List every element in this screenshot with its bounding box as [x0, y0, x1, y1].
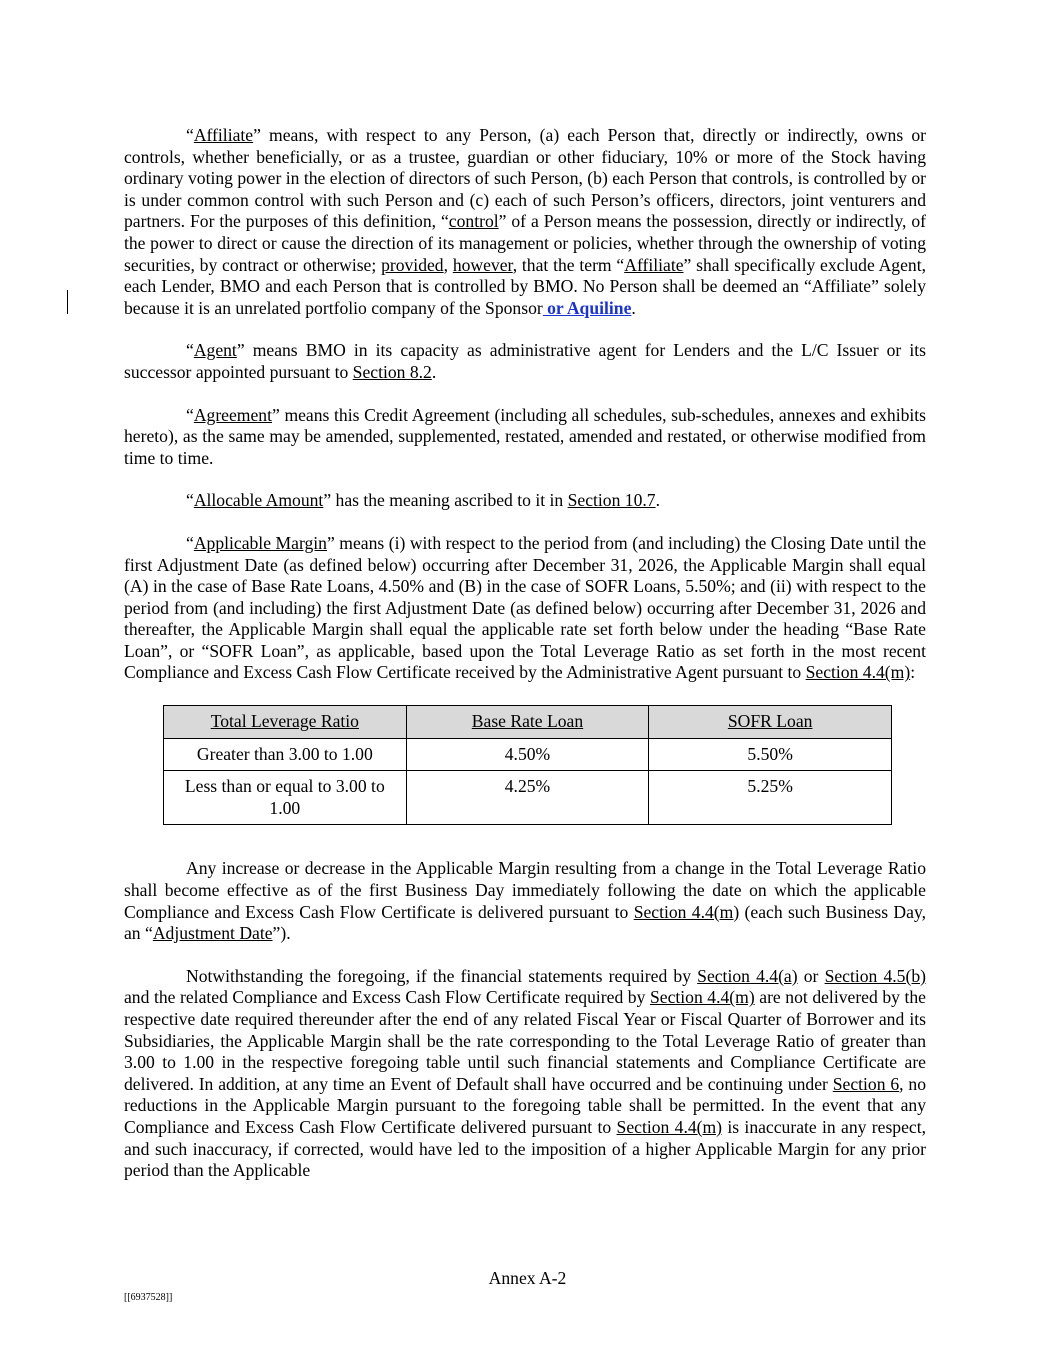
defined-term-applicable-margin: Applicable Margin [193, 532, 327, 553]
table-cell: 5.50% [649, 738, 892, 771]
defined-term-affiliate: Affiliate [193, 125, 254, 145]
definition-text: ” means BMO in its capacity as administrative agent for Lenders and the L/C Issuer or its successor appointed pursuant to [124, 340, 926, 382]
however-text: however [452, 254, 513, 275]
margin-table-wrapper [124, 705, 926, 825]
table-cell: 5.25% [649, 771, 892, 825]
section-reference: Section 4.4(m) [649, 987, 755, 1008]
quote-open: “ [186, 490, 194, 511]
revision-change-bar [67, 290, 68, 314]
section-reference: Section 4.5(b) [824, 965, 926, 986]
section-reference: Section 4.4(a) [697, 965, 798, 986]
provided-text: provided [381, 254, 444, 275]
body-text: Any increase or decrease in the Applicable Margin resulting from a change in the Total Leverage Ratio shall become effective as of the first Business Day immediately following the date on which the applicable Compliance and Excess Cash Flow Certificate is delivered pursuant to [124, 858, 926, 922]
defined-term-adjustment-date: Adjustment Date [152, 923, 273, 944]
quote-open: “ [186, 125, 194, 145]
paragraph-margin-adjustment [124, 858, 926, 944]
table-cell: Greater than 3.00 to 1.00 [164, 738, 407, 771]
table-header-cell [406, 706, 649, 739]
paragraph-notwithstanding [124, 966, 926, 1182]
table-row [164, 771, 892, 825]
section-reference: Section 4.4(m) [616, 1116, 723, 1137]
defined-term-agent: Agent [193, 340, 237, 361]
defined-term-affiliate-ref: Affiliate [624, 254, 684, 275]
punctuation: . [431, 361, 437, 382]
section-reference: Section 10.7 [567, 490, 656, 511]
document-id: [[6937528]] [124, 1292, 173, 1303]
definition-text: ” shall specifically exclude Agent, each Lender, BMO and each Person that is controlled by BMO. No Person shall be deemed an “Affiliate” solely because it is an unrelated portfolio company of the Sponsor [124, 254, 926, 318]
section-reference: Section 4.4(m) [633, 901, 740, 922]
body-text: are not delivered by the respective date required thereunder after the end of any related Fiscal Year or Fiscal Quarter of Borrower and its Subsidiaries, the Applicable Margin shall be the rate corresponding to the Total Leverage Ratio of greater than 3.00 to 1.00 in the respective foregoing table until such financial statements and Compliance Certificate are delivered. In addition, at any time an Event of Default shall have occurred and be continuing under [124, 987, 926, 1094]
punctuation: : [910, 662, 916, 683]
definition-text: , that the term “ [512, 254, 625, 275]
document-page [124, 125, 926, 1182]
section-reference: Section 6 [832, 1073, 900, 1094]
quote-open: “ [186, 340, 194, 361]
punctuation: . [631, 297, 636, 318]
section-reference: Section 4.4(m) [805, 662, 911, 683]
applicable-margin-table [163, 705, 892, 825]
section-reference: Section 8.2 [352, 361, 432, 382]
body-text: Notwithstanding the foregoing, if the financial statements required by [186, 965, 698, 986]
definition-agreement [124, 405, 926, 470]
body-text: or [797, 965, 825, 986]
inserted-text-aquiline: or Aquiline [542, 297, 632, 318]
table-cell: Less than or equal to 3.00 to 1.00 [164, 771, 407, 825]
definition-text: ” means, with respect to any Person, (a) each Person that, directly or indirectly, owns or controls, whether beneficially, or as a trustee, guardian or other fiduciary, 10% or more of the Stock having ordinary voting power in the election of directors of such Person, (b) each Person that controls, is controlled by or is under common control with such Person and (c) each of such Person’s officers, directors, joint venturers and partners. For the purposes of this definition, “ [124, 125, 926, 232]
quote-open: “ [186, 404, 194, 425]
table-header-cell [649, 706, 892, 739]
table-cell: 4.25% [406, 771, 649, 825]
definition-text: ” has the meaning ascribed to it in [323, 490, 568, 511]
header-base-rate-loan: Base Rate Loan [471, 711, 584, 732]
definition-allocable-amount [124, 490, 926, 512]
definition-text: ” means (i) with respect to the period from (and including) the Closing Date until the first Adjustment Date (as defined below) occurring after December 31, 2026, the Applicable Margin shall equal (A) in the case of Base Rate Loans, 4.50% and (B) in the case of SOFR Loans, 5.50%; and (ii) with respect to the period from (and including) the first Adjustment Date (as defined below) occurring after December 31, 2026 and thereafter, the Applicable Margin shall equal the applicable rate set forth below under the heading “Base Rate Loan”, or “SOFR Loan”, as applicable, based upon the Total Leverage Ratio as set forth in the most recent Compliance and Excess Cash Flow Certificate received by the Administrative Agent pursuant to [124, 532, 927, 683]
defined-term-agreement: Agreement [193, 404, 272, 425]
definition-text: ” means this Credit Agreement (including all schedules, sub-schedules, annexes and exhibits hereto), as the same may be amended, supplemented, restated, amended and restated, or otherwise modified from time to time. [124, 404, 926, 468]
body-text: , no reductions in the Applicable Margin pursuant to the foregoing table shall be permitted. In the event that any Compliance and Excess Cash Flow Certificate delivered pursuant to [124, 1073, 927, 1137]
quote-open: “ [186, 532, 194, 553]
table-header-row [164, 706, 892, 739]
defined-term-control: control [448, 211, 499, 232]
punctuation: , [443, 254, 453, 275]
definition-agent [124, 340, 926, 383]
definition-text: ” of a Person means the possession, directly or indirectly, of the power to direct or cause the direction of its management or policies, whether through the ownership of voting securities, by contract or otherwise; [124, 211, 927, 275]
header-total-leverage-ratio: Total Leverage Ratio [210, 711, 359, 732]
body-text: is inaccurate in any respect, and such inaccuracy, if corrected, would have led to the imposition of a higher Applicable Margin for any prior period than the Applicable [124, 1116, 926, 1181]
header-sofr-loan: SOFR Loan [727, 711, 813, 732]
body-text: and the related Compliance and Excess Cash Flow Certificate required by [124, 987, 650, 1008]
body-text: (each such Business Day, an “ [124, 901, 927, 944]
definition-applicable-margin [124, 533, 926, 684]
table-cell: 4.50% [406, 738, 649, 771]
table-row [164, 738, 892, 771]
table-header-cell [164, 706, 407, 739]
punctuation: . [655, 490, 660, 511]
defined-term-allocable-amount: Allocable Amount [193, 490, 324, 511]
definition-affiliate [124, 125, 926, 319]
page-footer: Annex A-2 [488, 1268, 567, 1288]
punctuation: ”). [272, 923, 291, 944]
